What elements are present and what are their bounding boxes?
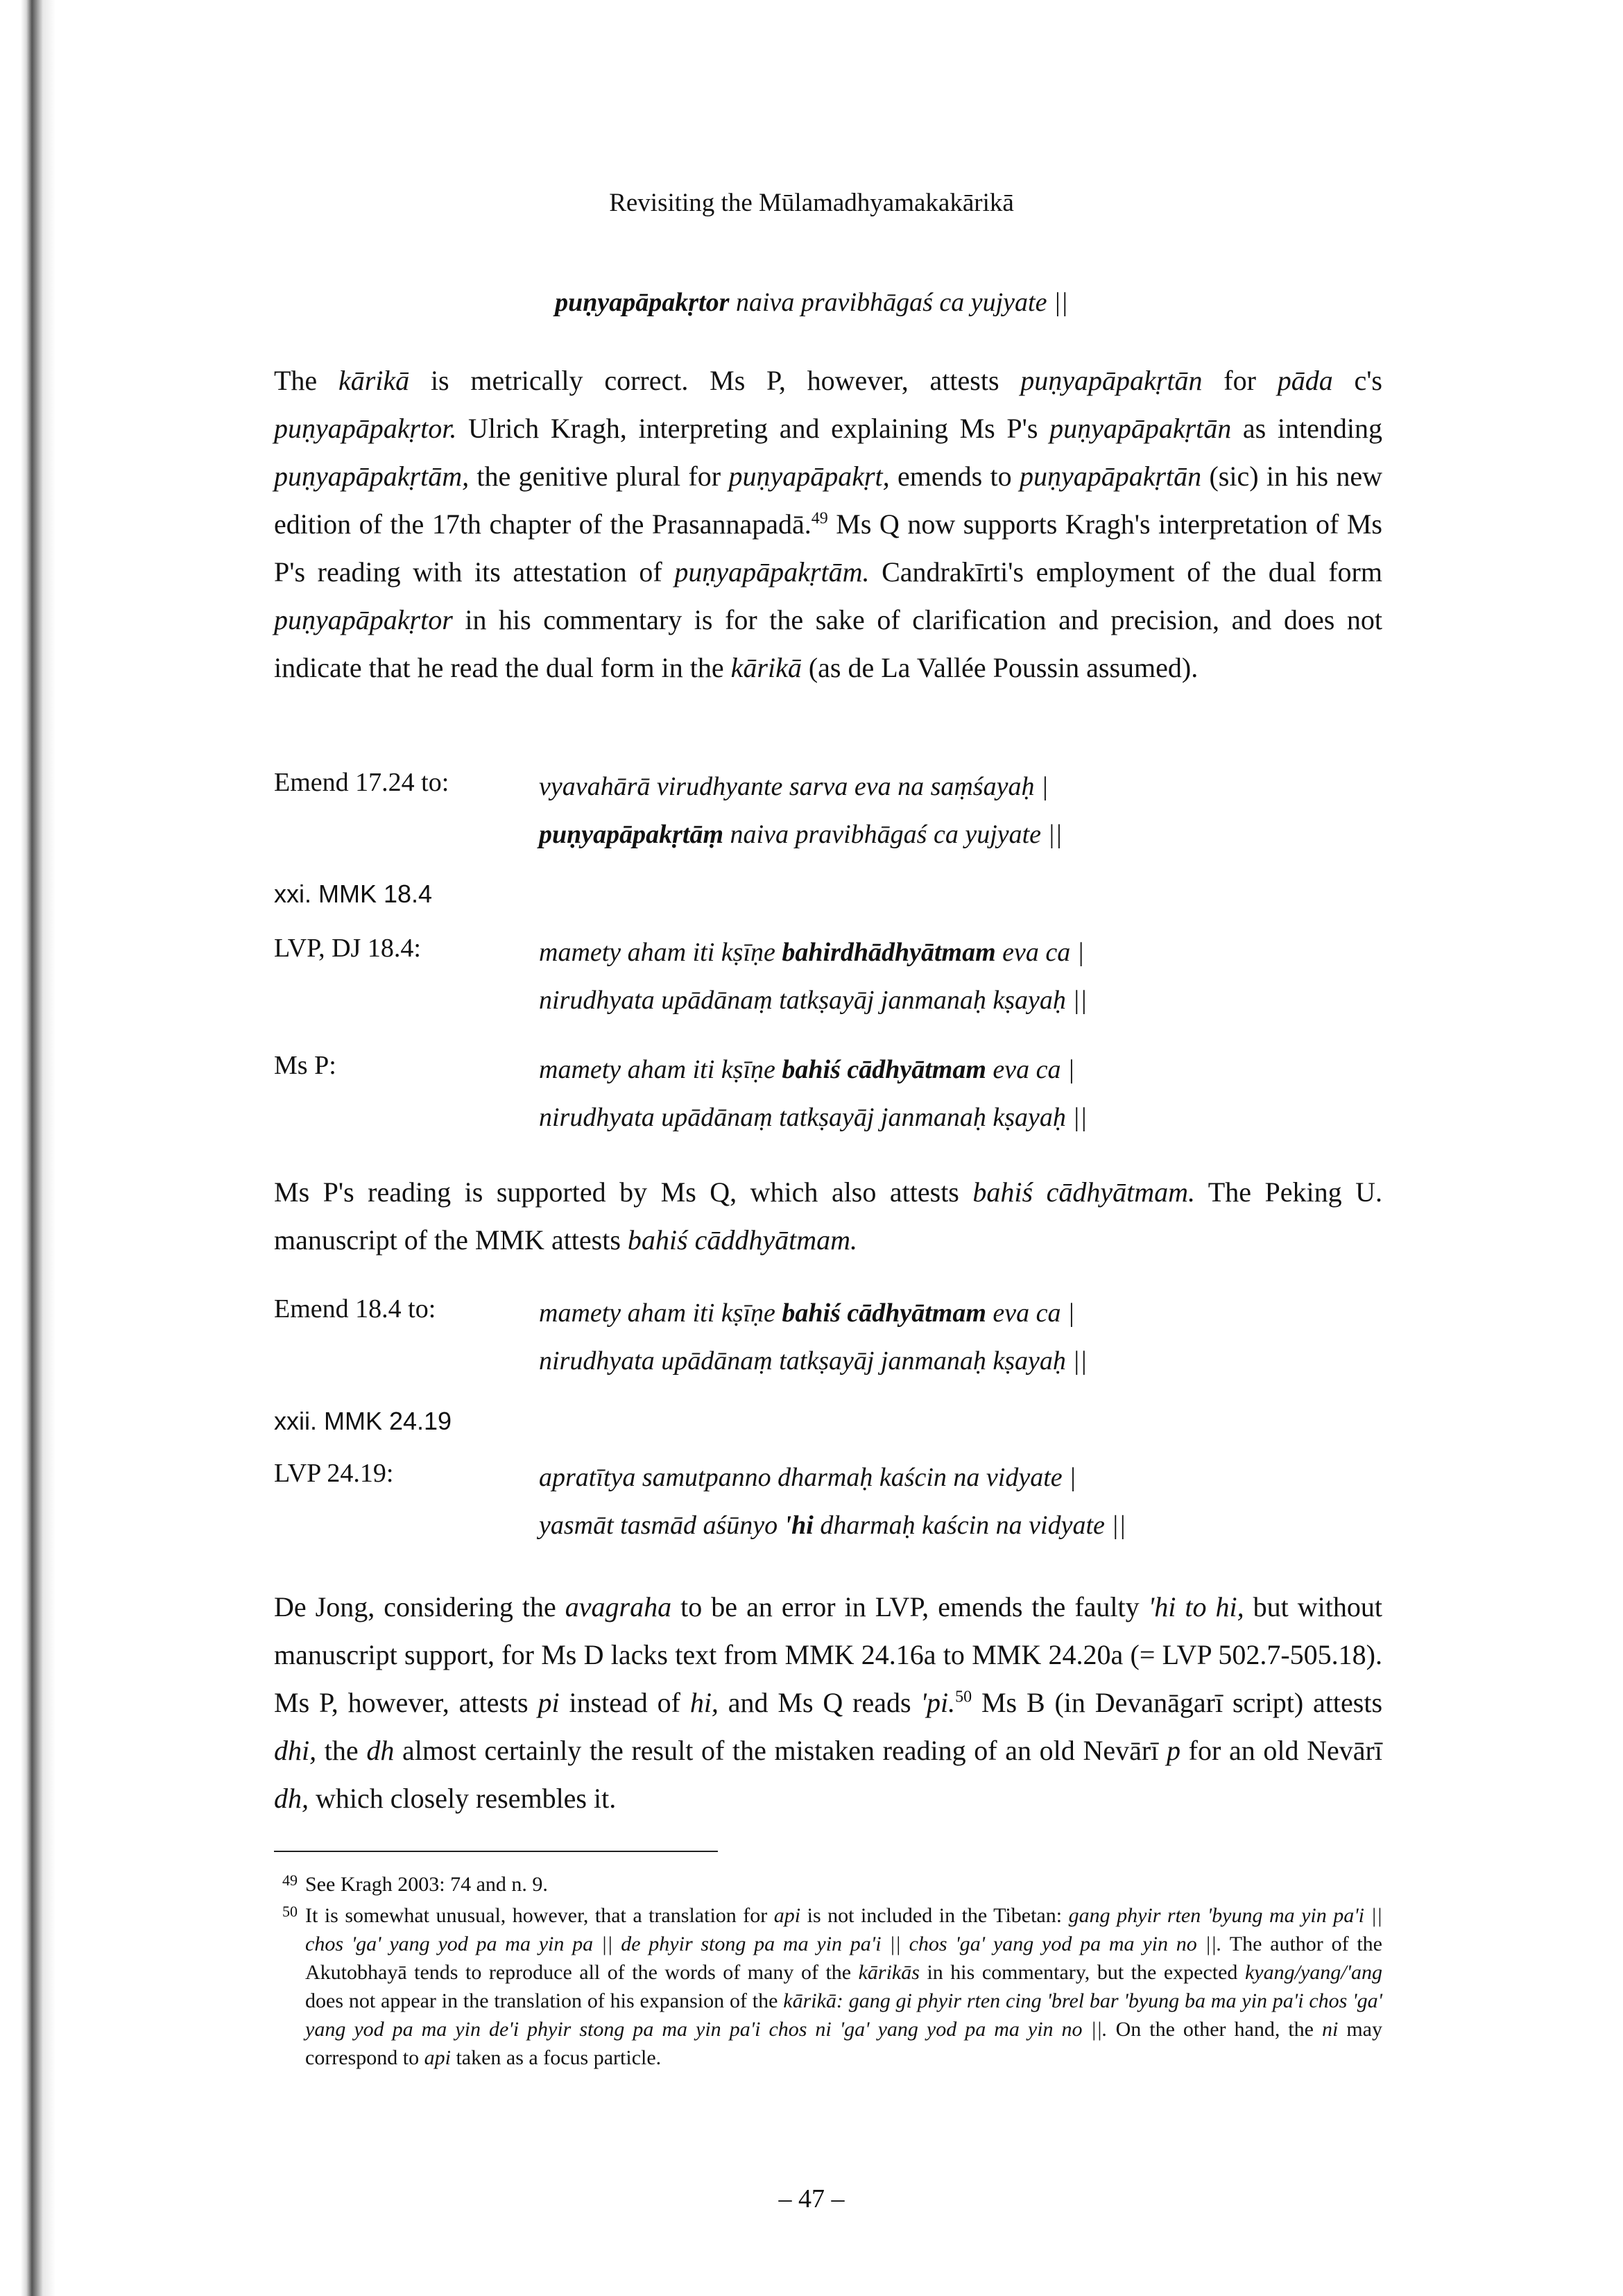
footnote-ref-50[interactable]: 50 bbox=[955, 1688, 972, 1706]
verse-line: nirudhyata upādānaṃ tatkṣayāj janmanaḥ kṣayaḥ || bbox=[539, 1103, 1088, 1132]
verse-line: mamety aham iti kṣīṇe bahiś cādhyātmam eva ca | bbox=[539, 1299, 1075, 1328]
footnote-number: 49 bbox=[282, 1871, 298, 1889]
verse-line: vyavahārā virudhyante sarva eva na saṃśayaḥ | bbox=[539, 772, 1049, 801]
lvp-24-19-label: LVP 24.19: bbox=[274, 1459, 394, 1488]
paragraph-1: The kārikā is metrically correct. Ms P, however, attests puṇyapāpakṛtān for pāda c's puṇyapāpakṛtor. Ulrich Kragh, interpreting and explaining Ms P's puṇyapāpakṛtān as intending puṇyapāpakṛtām, the genitive plural for puṇyapāpakṛt, emends to puṇyapāpakṛtān (sic) in his new edition of the 17th chapter of the Prasannapadā.$^{49}$ Ms Q now supports Kragh's interpretation of Ms P's reading with its attestation of puṇyapāpakṛtām. Candrakīrti's employment of the dual form puṇyapāpakṛtor in his commentary is for the sake of clarification and precision, and does not indicate that he read the dual form in the kārikā (as de La Vallée Poussin assumed). bbox=[274, 365, 1383, 683]
section-heading-xxi: xxi. MMK 18.4 bbox=[274, 880, 433, 908]
footnote-49: 49 See Kragh 2003: 74 and n. 9. bbox=[274, 1870, 1382, 1899]
running-header: Revisiting the Mūlamadhyamakakārikā bbox=[609, 189, 1014, 217]
lvp-dj-18-4-label: LVP, DJ 18.4: bbox=[274, 934, 421, 963]
verse-line: nirudhyata upādānaṃ tatkṣayāj janmanaḥ kṣayaḥ || bbox=[539, 986, 1088, 1015]
section-heading-xxii: xxii. MMK 24.19 bbox=[274, 1407, 452, 1435]
verse-line: mamety aham iti kṣīṇe bahirdhādhyātmam eva ca | bbox=[539, 938, 1085, 967]
ms-p-label: Ms P: bbox=[274, 1051, 336, 1080]
verse-line: puṇyapāpakṛtāṃ naiva pravibhāgaś ca yujyate || bbox=[539, 820, 1063, 849]
verse-line: nirudhyata upādānaṃ tatkṣayāj janmanaḥ kṣayaḥ || bbox=[539, 1346, 1088, 1376]
paragraph-3: De Jong, considering the avagraha to be an error in LVP, emends the faulty 'hi to hi, but without manuscript support, for Ms D lacks text from MMK 24.16a to MMK 24.20a (= LVP 502.7-505.18). Ms P, however, attests pi instead of hi, and Ms Q reads 'pi.$^{50}$ Ms B (in Devanāgarī script) attests dhi, the dh almost certainly the result of the mistaken reading of an old Nevārī p for an old Nevārī dh, which closely resembles it. bbox=[274, 1591, 1383, 1814]
verse-line: yasmāt tasmād aśūnyo 'hi dharmaḥ kaścin na vidyate || bbox=[539, 1511, 1126, 1540]
verse-line: mamety aham iti kṣīṇe bahiś cādhyātmam eva ca | bbox=[539, 1055, 1075, 1084]
footnote-50: 50 It is somewhat unusual, however, that a translation for api is not included in the Tibetan: gang phyir rten 'byung ma yin pa'i || chos 'ga' yang yod pa ma yin pa || de phyir stong pa ma yin pa'i || chos 'ga' yang yod pa ma yin no ||. The author of the Akutobhayā tends to reproduce all of the words of many of the kārikās in his commentary, but the expected kyang/yang/'ang does not appear in the translation of his expansion of the kārikā: gang gi phyir rten cing 'brel bar 'byung ba ma yin pa'i chos 'ga' yang yod pa ma yin de'i phyir stong pa ma yin pa'i chos ni 'ga' yang yod pa ma yin no ||. On the other hand, the ni may correspond to api taken as a focus particle. bbox=[274, 1901, 1382, 2072]
scan-binding-shadow bbox=[0, 0, 76, 2296]
verse-bold-word: puṇyapāpakṛtor bbox=[555, 288, 730, 317]
opening-verse-line: puṇyapāpakṛtor naiva pravibhāgaś ca yujyate || bbox=[555, 288, 1068, 317]
page-number: – 47 – bbox=[778, 2184, 845, 2213]
footnote-divider bbox=[274, 1851, 718, 1852]
emend-17-24-label: Emend 17.24 to: bbox=[274, 768, 449, 797]
footnote-number: 50 bbox=[282, 1903, 298, 1920]
verse-line: apratītya samutpanno dharmaḥ kaścin na vidyate | bbox=[539, 1463, 1076, 1492]
footnote-ref-49[interactable]: 49 bbox=[811, 509, 828, 528]
paragraph-2: Ms P's reading is supported by Ms Q, which also attests bahiś cādhyātmam. The Peking U. manuscript of the MMK attests bahiś cāddhyātmam. bbox=[274, 1176, 1382, 1256]
emend-18-4-label: Emend 18.4 to: bbox=[274, 1294, 436, 1323]
